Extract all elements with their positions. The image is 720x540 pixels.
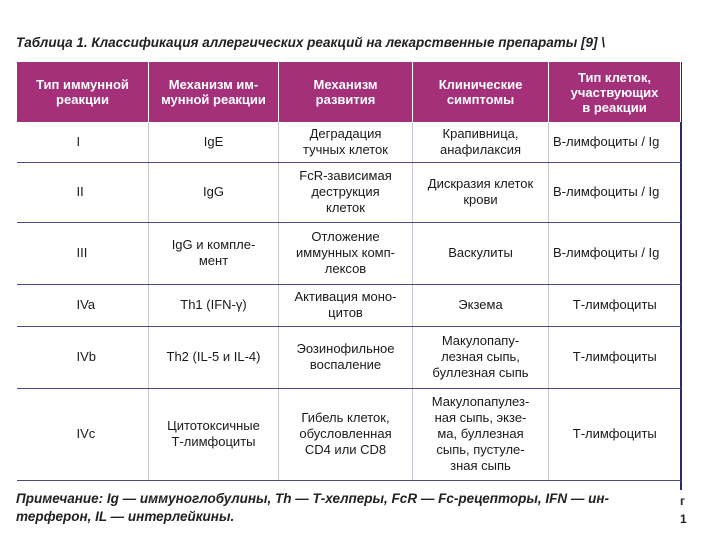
table-row [17,284,681,326]
allergy-classification-table [16,62,681,481]
table-caption: Таблица 1. Классификация аллергических реакций на лекарственные препараты [9] \ [16,35,605,50]
cell-development: Гибель клеток, обусловленная CD4 или CD8 [279,388,413,480]
cell-immune-mechanism: Цитотоксичные Т-лимфоциты [149,388,279,480]
table-footnote: Примечание: Ig — иммуноглобулины, Th — Т-хелперы, FcR — Fc-рецепторы, IFN — ин- терферон, IL — интерлейкины. [16,491,610,524]
table-row [17,122,681,162]
cell-development: Деградация тучных клеток [279,122,413,162]
header-clinical-symptoms: Клинические симптомы [413,62,549,122]
cell-symptoms: Крапивница, анафилаксия [413,122,549,162]
cell-cells: В-лимфоциты / Ig [549,162,681,222]
header-development-mechanism: Механизм развития [279,62,413,122]
cell-immune-mechanism: Th2 (IL-5 и IL-4) [149,326,279,388]
cell-symptoms: Васкулиты [413,222,549,284]
cell-symptoms: Макулопапу- лезная сыпь, буллезная сыпь [413,326,549,388]
cell-cells: Т-лимфоциты [549,326,681,388]
cell-development: Активация моно- цитов [279,284,413,326]
cell-immune-mechanism: IgE [149,122,279,162]
cell-cells: В-лимфоциты / Ig [549,122,681,162]
cell-immune-mechanism: IgG [149,162,279,222]
table-row [17,326,681,388]
header-immune-mechanism: Механизм им- мунной реакции [149,62,279,122]
table-row [17,162,681,222]
cell-type: I [17,122,149,162]
table-row [17,388,681,480]
cell-type: II [17,162,149,222]
cell-development: Отложение иммунных комп- лексов [279,222,413,284]
cell-symptoms: Дискразия клеток крови [413,162,549,222]
cell-cells: Т-лимфоциты [549,388,681,480]
page-edge-mark: г 1 [680,494,687,526]
cell-symptoms: Макулопапулез- ная сыпь, экзе- ма, буллезная сыпь, пустуле- зная сыпь [413,388,549,480]
header-cell-type: Тип клеток, участвующих в реакции [549,62,681,122]
cell-symptoms: Экзема [413,284,549,326]
header-immune-type: Тип иммунной реакции [17,62,149,122]
cell-cells: Т-лимфоциты [549,284,681,326]
cell-type: IVc [17,388,149,480]
cell-type: III [17,222,149,284]
cell-immune-mechanism: Th1 (IFN-γ) [149,284,279,326]
cell-type: IVa [17,284,149,326]
cell-cells: В-лимфоциты / Ig [549,222,681,284]
table-header-row [17,62,681,122]
cell-immune-mechanism: IgG и компле- мент [149,222,279,284]
cell-development: Эозинофильное воспаление [279,326,413,388]
cell-type: IVb [17,326,149,388]
cell-development: FcR-зависимая деструкция клеток [279,162,413,222]
table-row [17,222,681,284]
